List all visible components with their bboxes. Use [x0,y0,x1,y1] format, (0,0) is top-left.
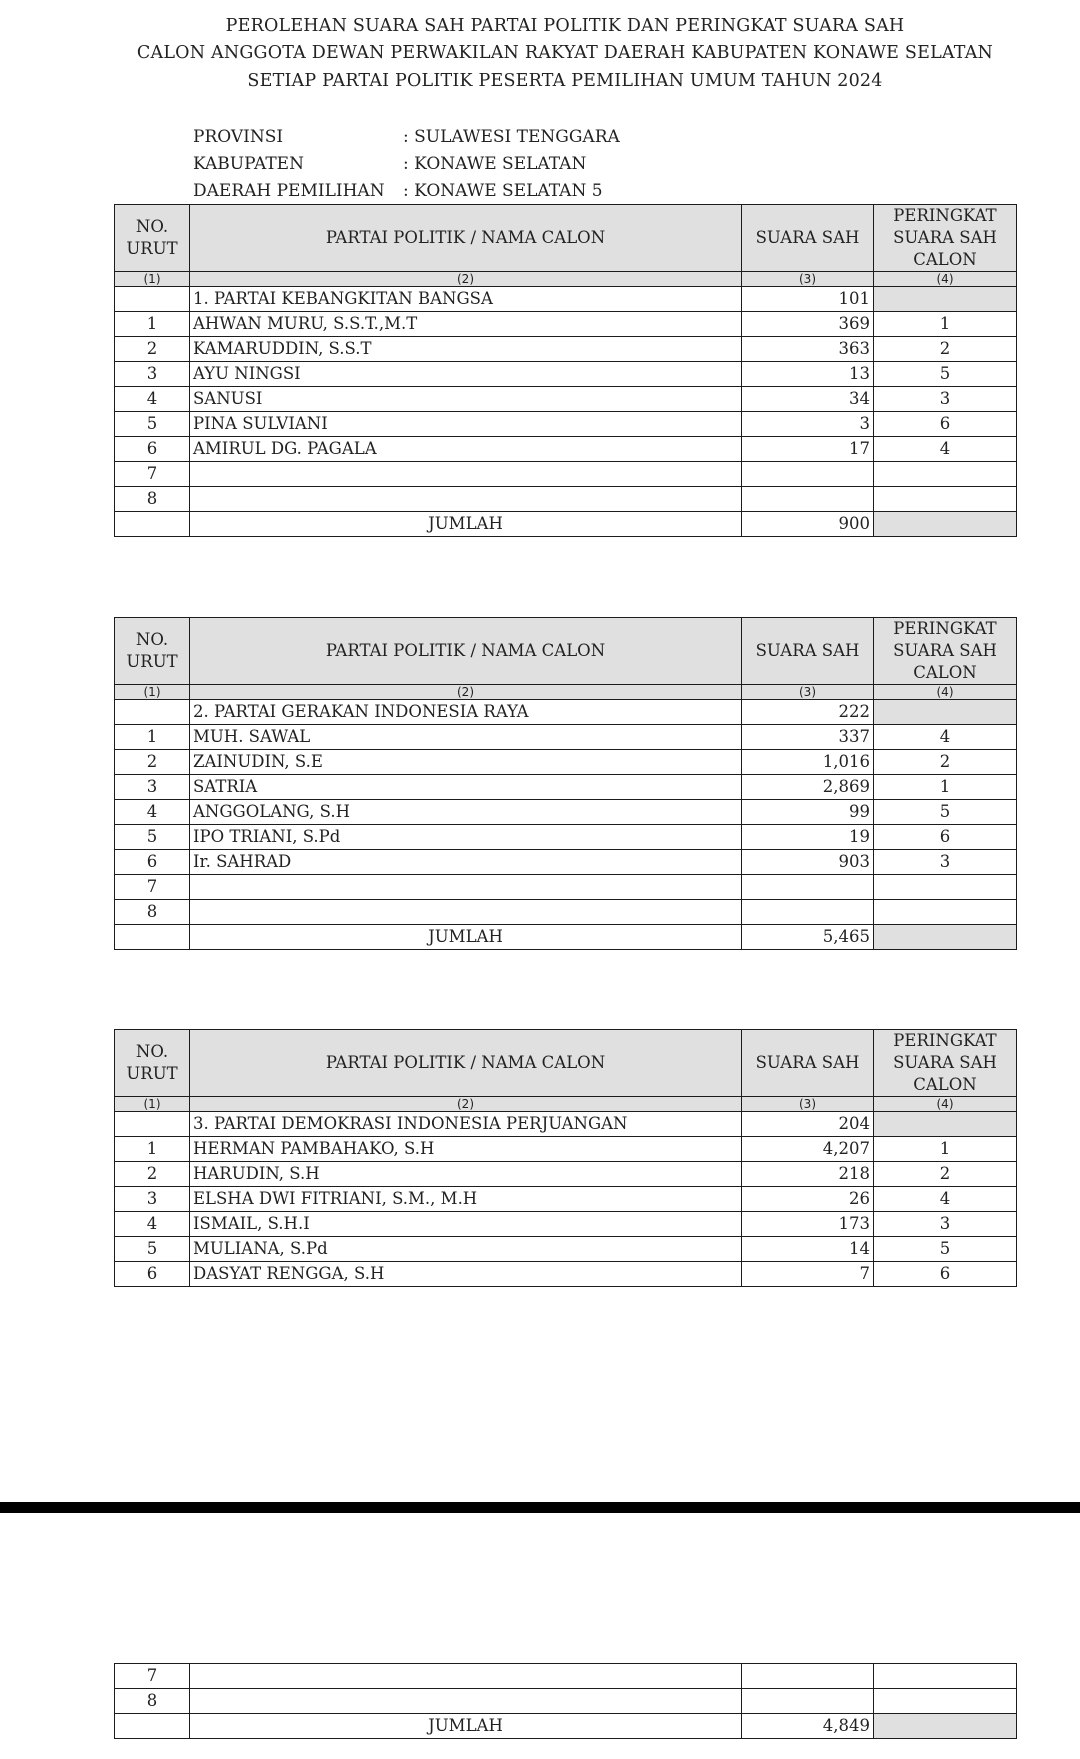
candidate-rank: 1 [874,1137,1017,1162]
continuation-table [114,1663,1017,1739]
total-label: JUMLAH [190,925,742,950]
column-number-row [115,1097,1017,1112]
colnum-2: (2) [190,272,742,287]
candidate-votes: 19 [742,825,874,850]
party-rank-blank [874,1112,1017,1137]
page-break-bar [0,1502,1080,1513]
candidate-no: 1 [115,1137,190,1162]
candidate-name [190,900,742,925]
candidate-name: ZAINUDIN, S.E [190,750,742,775]
candidate-votes [742,875,874,900]
candidate-row [115,1187,1017,1212]
kabupaten-value: : KONAWE SELATAN [403,154,587,174]
candidate-rank: 4 [874,1187,1017,1212]
candidate-row [115,487,1017,512]
candidate-votes [742,1664,874,1689]
party-no [115,287,190,312]
candidate-no: 4 [115,387,190,412]
candidate-votes: 337 [742,725,874,750]
party-table-3 [114,1029,1017,1287]
candidate-name: MUH. SAWAL [190,725,742,750]
candidate-votes: 99 [742,800,874,825]
candidate-name: Ir. SAHRAD [190,850,742,875]
candidate-row [115,337,1017,362]
header-rank: PERINGKAT SUARA SAH CALON [874,205,1017,272]
candidate-votes: 1,016 [742,750,874,775]
candidate-row [115,412,1017,437]
total-rank-blank [874,1714,1017,1739]
table-header-row [115,618,1017,685]
candidate-rank: 2 [874,750,1017,775]
candidate-name: ISMAIL, S.H.I [190,1212,742,1237]
candidate-votes [742,900,874,925]
candidate-no: 6 [115,850,190,875]
candidate-rank: 6 [874,1262,1017,1287]
candidate-name: IPO TRIANI, S.Pd [190,825,742,850]
dapil-label: DAERAH PEMILIHAN [193,181,385,201]
candidate-no: 8 [115,900,190,925]
candidate-no: 2 [115,1162,190,1187]
candidate-votes: 34 [742,387,874,412]
party-label: 1. PARTAI KEBANGKITAN BANGSA [190,287,742,312]
party-votes: 204 [742,1112,874,1137]
total-votes: 900 [742,512,874,537]
kabupaten-label: KABUPATEN [193,154,304,174]
header-no-urut: NO. URUT [115,618,190,685]
colnum-3: (3) [742,685,874,700]
colnum-2: (2) [190,1097,742,1112]
candidate-name: SATRIA [190,775,742,800]
candidate-no: 5 [115,825,190,850]
total-votes: 4,849 [742,1714,874,1739]
header-party-name: PARTAI POLITIK / NAMA CALON [190,1030,742,1097]
party-label: 2. PARTAI GERAKAN INDONESIA RAYA [190,700,742,725]
header-no-urut: NO. URUT [115,1030,190,1097]
candidate-rank: 3 [874,850,1017,875]
header-votes: SUARA SAH [742,205,874,272]
candidate-name [190,875,742,900]
candidate-no: 6 [115,1262,190,1287]
candidate-no: 7 [115,462,190,487]
party-votes: 222 [742,700,874,725]
candidate-votes: 218 [742,1162,874,1187]
colnum-4: (4) [874,272,1017,287]
total-rank-blank [874,925,1017,950]
doc-title-line-2: CALON ANGGOTA DEWAN PERWAKILAN RAKYAT DAERAH KABUPATEN KONAWE SELATAN [136,43,994,63]
header-rank: PERINGKAT SUARA SAH CALON [874,618,1017,685]
total-no-blank [115,925,190,950]
provinsi-value: : SULAWESI TENGGARA [403,127,620,147]
candidate-rank [874,900,1017,925]
candidate-no: 1 [115,725,190,750]
candidate-name: SANUSI [190,387,742,412]
candidate-row [115,312,1017,337]
column-number-row [115,685,1017,700]
candidate-no: 7 [115,875,190,900]
candidate-row [115,750,1017,775]
candidate-rank: 1 [874,775,1017,800]
candidate-no: 5 [115,412,190,437]
candidate-row [115,775,1017,800]
candidate-row [115,1137,1017,1162]
doc-title-line-1: PEROLEHAN SUARA SAH PARTAI POLITIK DAN PERINGKAT SUARA SAH [225,16,905,36]
colnum-2: (2) [190,685,742,700]
candidate-votes: 3 [742,412,874,437]
candidate-votes: 17 [742,437,874,462]
candidate-votes: 173 [742,1212,874,1237]
total-rank-blank [874,512,1017,537]
candidate-no: 5 [115,1237,190,1262]
candidate-no: 3 [115,775,190,800]
candidate-name: AHWAN MURU, S.S.T.,M.T [190,312,742,337]
candidate-row [115,437,1017,462]
candidate-row [115,462,1017,487]
candidate-no: 2 [115,750,190,775]
candidate-no: 7 [115,1664,190,1689]
column-number-row [115,272,1017,287]
colnum-4: (4) [874,685,1017,700]
candidate-row [115,725,1017,750]
candidate-votes: 4,207 [742,1137,874,1162]
candidate-name: KAMARUDDIN, S.S.T [190,337,742,362]
candidate-rank [874,875,1017,900]
candidate-no: 8 [115,487,190,512]
candidate-votes: 26 [742,1187,874,1212]
candidate-rank: 2 [874,1162,1017,1187]
candidate-row [115,1664,1017,1689]
candidate-name [190,462,742,487]
table-header-row [115,1030,1017,1097]
header-no-urut: NO. URUT [115,205,190,272]
candidate-name: HARUDIN, S.H [190,1162,742,1187]
candidate-votes: 14 [742,1237,874,1262]
header-party-name: PARTAI POLITIK / NAMA CALON [190,618,742,685]
candidate-row [115,1212,1017,1237]
candidate-votes [742,487,874,512]
candidate-rank: 6 [874,412,1017,437]
candidate-name: MULIANA, S.Pd [190,1237,742,1262]
candidate-rank: 6 [874,825,1017,850]
candidate-rank: 4 [874,725,1017,750]
party-row [115,287,1017,312]
candidate-row [115,1162,1017,1187]
party-table-1 [114,204,1017,537]
total-label: JUMLAH [190,512,742,537]
candidate-row [115,362,1017,387]
candidate-votes: 363 [742,337,874,362]
candidate-votes: 903 [742,850,874,875]
doc-title-line-3: SETIAP PARTAI POLITIK PESERTA PEMILIHAN UMUM TAHUN 2024 [247,71,883,91]
candidate-rank: 5 [874,362,1017,387]
header-votes: SUARA SAH [742,618,874,685]
candidate-votes [742,462,874,487]
candidate-rank: 2 [874,337,1017,362]
candidate-no: 6 [115,437,190,462]
candidate-row [115,800,1017,825]
candidate-votes: 369 [742,312,874,337]
colnum-4: (4) [874,1097,1017,1112]
candidate-name [190,487,742,512]
candidate-name: ANGGOLANG, S.H [190,800,742,825]
candidate-no: 3 [115,1187,190,1212]
candidate-row [115,900,1017,925]
header-votes: SUARA SAH [742,1030,874,1097]
provinsi-label: PROVINSI [193,127,284,147]
candidate-name [190,1664,742,1689]
candidate-votes: 13 [742,362,874,387]
party-votes: 101 [742,287,874,312]
candidate-row [115,1689,1017,1714]
candidate-row [115,850,1017,875]
party-no [115,1112,190,1137]
candidate-no: 8 [115,1689,190,1714]
candidate-name: HERMAN PAMBAHAKO, S.H [190,1137,742,1162]
candidate-name: AYU NINGSI [190,362,742,387]
colnum-3: (3) [742,272,874,287]
candidate-row [115,875,1017,900]
party-table-2 [114,617,1017,950]
candidate-votes: 7 [742,1262,874,1287]
header-party-name: PARTAI POLITIK / NAMA CALON [190,205,742,272]
candidate-votes [742,1689,874,1714]
total-row [115,925,1017,950]
total-label: JUMLAH [190,1714,742,1739]
candidate-rank: 5 [874,800,1017,825]
candidate-name: DASYAT RENGGA, S.H [190,1262,742,1287]
candidate-rank: 3 [874,387,1017,412]
candidate-rank [874,487,1017,512]
candidate-no: 2 [115,337,190,362]
candidate-no: 4 [115,800,190,825]
party-rank-blank [874,287,1017,312]
candidate-row [115,825,1017,850]
party-no [115,700,190,725]
candidate-rank [874,462,1017,487]
total-row [115,512,1017,537]
table-header-row [115,205,1017,272]
candidate-name: PINA SULVIANI [190,412,742,437]
candidate-rank: 4 [874,437,1017,462]
candidate-no: 3 [115,362,190,387]
candidate-no: 4 [115,1212,190,1237]
total-votes: 5,465 [742,925,874,950]
candidate-rank: 3 [874,1212,1017,1237]
colnum-1: (1) [115,1097,190,1112]
candidate-votes: 2,869 [742,775,874,800]
dapil-value: : KONAWE SELATAN 5 [403,181,603,201]
party-rank-blank [874,700,1017,725]
candidate-rank [874,1689,1017,1714]
candidate-rank: 1 [874,312,1017,337]
candidate-row [115,1237,1017,1262]
colnum-3: (3) [742,1097,874,1112]
candidate-name [190,1689,742,1714]
candidate-rank [874,1664,1017,1689]
party-row [115,1112,1017,1137]
total-no-blank [115,512,190,537]
candidate-name: AMIRUL DG. PAGALA [190,437,742,462]
party-label: 3. PARTAI DEMOKRASI INDONESIA PERJUANGAN [190,1112,742,1137]
total-no-blank [115,1714,190,1739]
candidate-row [115,1262,1017,1287]
candidate-row [115,387,1017,412]
candidate-name: ELSHA DWI FITRIANI, S.M., M.H [190,1187,742,1212]
candidate-no: 1 [115,312,190,337]
party-row [115,700,1017,725]
colnum-1: (1) [115,272,190,287]
header-rank: PERINGKAT SUARA SAH CALON [874,1030,1017,1097]
total-row [115,1714,1017,1739]
candidate-rank: 5 [874,1237,1017,1262]
colnum-1: (1) [115,685,190,700]
